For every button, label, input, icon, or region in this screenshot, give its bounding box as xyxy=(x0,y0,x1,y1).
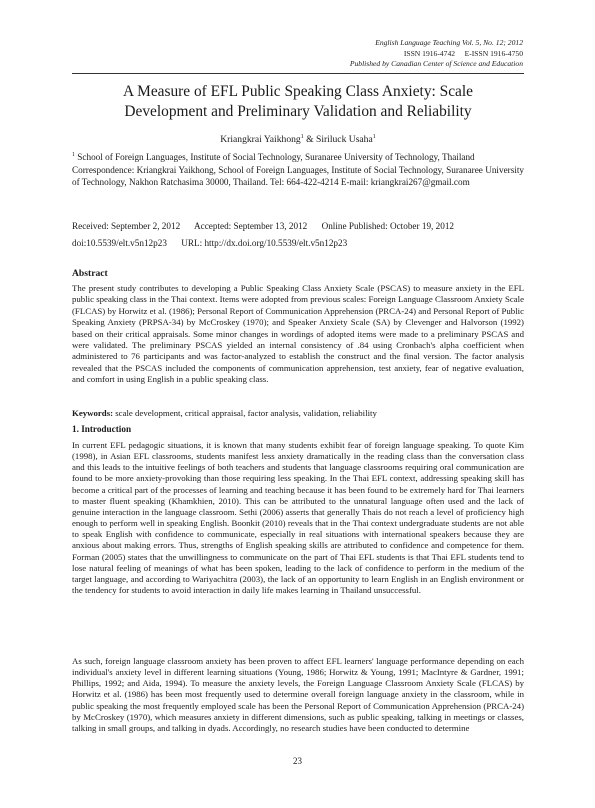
affiliation-mark: 1 xyxy=(72,152,75,158)
author-1-affil-mark: 1 xyxy=(300,134,304,140)
page-number: 23 xyxy=(293,756,302,766)
doi: doi:10.5539/elt.v5n12p23 xyxy=(72,238,167,248)
paper-title xyxy=(72,82,524,122)
keywords xyxy=(72,408,524,419)
journal-header xyxy=(350,38,523,70)
accepted-date: Accepted: September 13, 2012 xyxy=(193,221,308,231)
author-2: Siriluck Usaha xyxy=(315,134,373,146)
body-paragraph-2: As such, foreign language classroom anxiety has been proven to affect EFL learners' language performance depending on each individual's anxiety level in different learning situations (Young, 1986; Horwitz & Young, 1991; MacIntyre & Gardner, 1991; Phillips, 1992; and Aida, 1994). To measure the anxiety levels, the Foreign Language Classroom Anxiety Scale (FLCAS) by Horwitz et al. (1986) has been most frequently used to determine overall foreign language anxiety in the classroom, while in public speaking the most frequently employed scale has been the Personal Report of Communication Apprehension (PRCA-24) by McCroskey (1970), which measures anxiety in different dimensions, such as public speaking, talking in meetings or classes, talking in small groups, and talking in dyads. Accordingly, no research studies have been conducted to determine xyxy=(72,656,524,733)
affiliation-text: School of Foreign Languages, Institute of Social Technology, Suranaree University of Technology, Thailand xyxy=(77,152,475,163)
header-rule xyxy=(72,73,524,74)
journal-issn: ISSN 1916-4742 E-ISSN 1916-4750 xyxy=(403,48,523,58)
author-1: Kriangkrai Yaikhong xyxy=(220,134,301,146)
author-separator: & xyxy=(303,134,316,146)
keywords-label: Keywords: xyxy=(72,408,114,418)
title-line-2: Development and Preliminary Validation and Reliability xyxy=(124,103,472,120)
doi-line xyxy=(72,237,524,249)
publication-dates xyxy=(72,220,524,232)
journal-citation: English Language Teaching Vol. 5, No. 12; 2012 xyxy=(375,38,523,47)
title-line-1: A Measure of EFL Public Speaking Class Anxiety: Scale xyxy=(123,83,473,100)
keywords-text: scale development, critical appraisal, factor analysis, validation, reliability xyxy=(113,408,377,418)
online-date: Online Published: October 19, 2012 xyxy=(321,221,455,231)
correspondence: Correspondence: Kriangkrai Yaikhong, School of Foreign Languages, Institute of Social Technology, Suranaree University of Technology, Nakhon Ratchasima 30000, Thailand. Tel: 664-422-4214 E-mail: kriangkrai267@gmail.com xyxy=(72,165,524,187)
author-list xyxy=(72,131,524,146)
doi-url[interactable]: URL: http://dx.doi.org/10.5539/elt.v5n12p23 xyxy=(181,238,348,248)
affiliation xyxy=(72,149,524,163)
abstract-text: The present study contributes to developing a Public Speaking Class Anxiety Scale (PSCAS) to measure anxiety in the EFL public speaking class in the Thai context. Items were adopted from previous scales: Foreign Language Classroom Anxiety Scale (FLCAS) by Horwitz et al. (1986); Personal Report of Communication Apprehension (PRCA-24) and Personal Report of Public Speaking Anxiety (PRPSA-34) by McCroskey (1970); and Speaker Anxiety Scale (SA) by Clevenger and Halvorson (1992) based on their critical appraisals. Some minor changes in wordings of adopted items were made to a preliminary PSCAS and were validated. The preliminary PSCAS yielded an internal consistency of .84 using Cronbach's alpha coefficient when administered to 76 participants and was factor-analyzed to establish the construct and the final version. The factor analysis revealed that the PSCAS included the components of communication apprehension, test anxiety, fear of negative evaluation, and comfort in using English in a public speaking class. xyxy=(72,283,524,385)
body-paragraph-1: In current EFL pedagogic situations, it is known that many students exhibit fear of foreign language speaking. To quote Kim (1998), in Asian EFL classrooms, students manifest less anxiety dramatically in the reading class than the conversation class and this leads to the intuitive feelings of both teachers and students that language classrooms requiring oral communication are found to be more anxiety-provoking than those requiring less speaking. In the Thai EFL context, addressing speaking skill has become a critical part of the processes of learning and teaching because it has been found to be extremely hard for Thai learners to master fluent speaking (Khamkhien, 2010). This can be attributed to the unnatural language often used and the lack of genuine interaction in the language classroom. Sethi (2006) asserts that generally Thais do not reach a level of proficiency high enough to perform well in speaking English. Boonkit (2010) reveals that in the Thai context undergraduate students are not able to speak English with confidence to communicate, especially in real situations with international speakers because they are anxious about making errors. Thus, strengths of English speaking skills are attributed to confidence and competence for them. Forman (2005) states that the unwillingness to communicate on the part of Thai EFL students is that Thai EFL students tend to lose natural feeling of meanings of what has been spoken, leading to the lack of confidence to perform in the medium of the target language, and according to Wariyachitra (2003), the lack of an opportunity to learn English in an English environment or the tendency for students to avoid interaction in daily life makes learning in Thailand unsuccessful. xyxy=(72,440,524,596)
abstract-heading: Abstract xyxy=(72,268,108,279)
author-2-affil-mark: 1 xyxy=(372,134,376,140)
received-date: Received: September 2, 2012 xyxy=(72,221,181,231)
section-heading: 1. Introduction xyxy=(72,424,132,434)
journal-publisher: Published by Canadian Center of Science and Education xyxy=(349,59,523,68)
